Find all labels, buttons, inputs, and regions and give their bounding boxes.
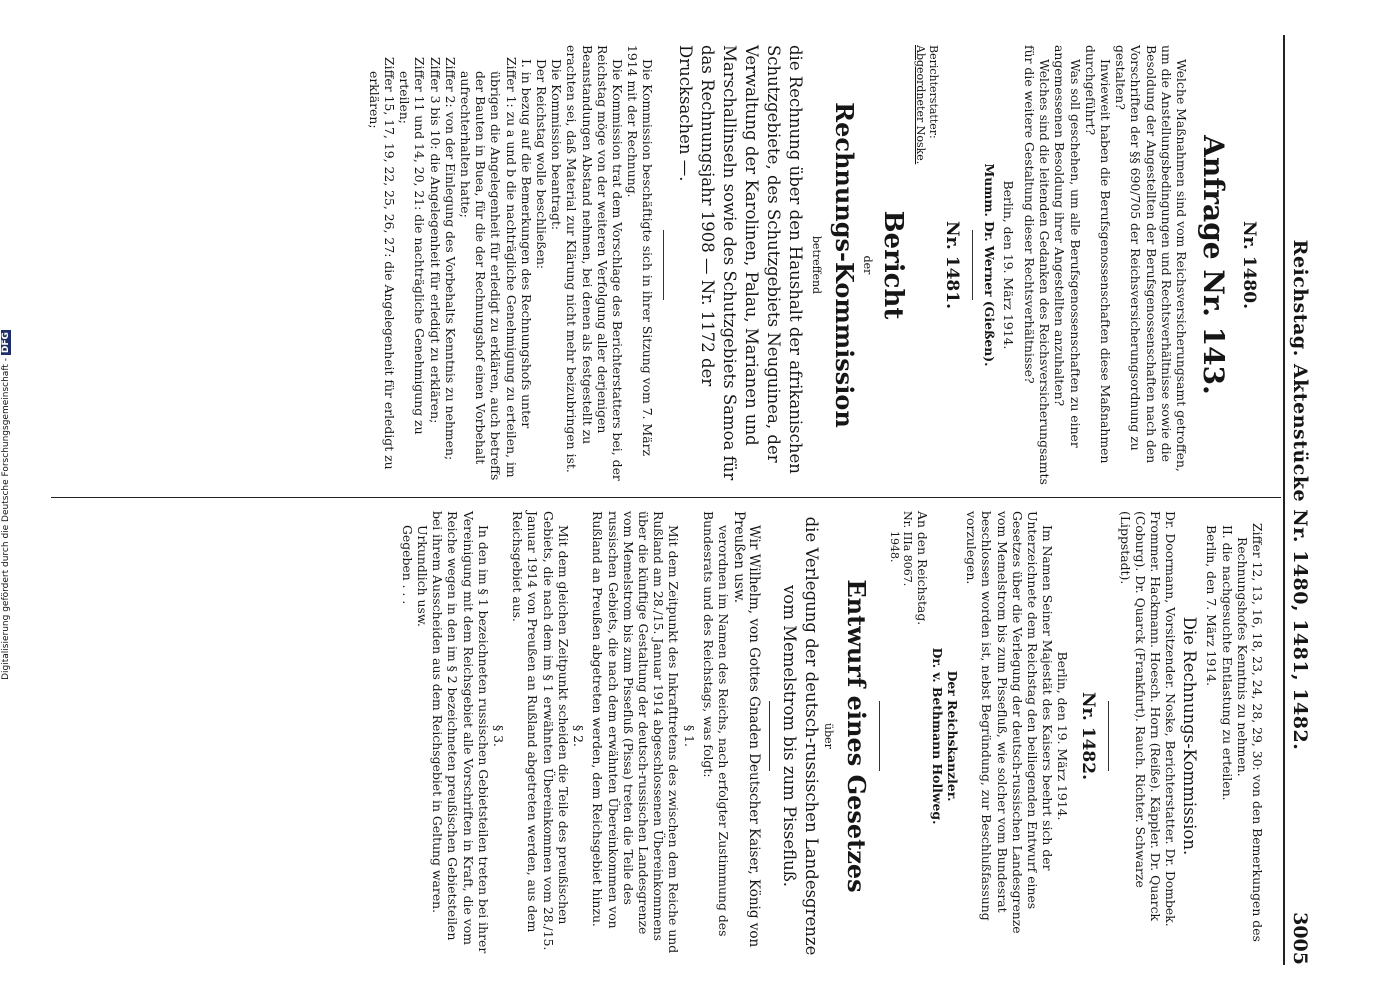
bericht-der: der <box>861 255 875 275</box>
doc-number-1481: Nr. 1481. <box>942 220 963 309</box>
vorlage-date: Berlin, den 19. März 1914. <box>1055 651 1071 821</box>
ziffer-item: Ziffer 1: zu a und b die nachträgliche Genehmigung zu erteilen, im übrigen die Angelegenheit für erledigt zu erklären, auch betreffs der Bauten in Buea, für die der Rechnungshof einen Vorbehalt aufrechterhalten hatte; <box>457 57 519 481</box>
dfg-logo: DFG <box>1 332 11 354</box>
ziffer-item: Ziffer 12, 13, 16, 18, 23, 24, 28, 29, 30: von den Bemerkungen des Rechnungshofes Kenntnis zu nehmen. <box>1234 523 1265 942</box>
paragraph-text: Mit dem Zeitpunkt des Inkrafttretens des zwischen dem Reiche und Rußland am 28./15. Januar 1914 abgeschlossenen Übereinkommens über die künftige Gestaltung der deutsch-russischen Landesgrenze vom Memelstrom bis zum Pissefluß (Pissa) treten die Teile des russischen Gebiets, die nach dem erwähnten Übereinkommen von Rußland an Preußen abgetreten werden, dem Reichsgebiet hinzu. <box>590 511 682 954</box>
section-separator <box>879 701 880 771</box>
reichskanzler-name: Dr. v. Bethmann Hollweg. <box>929 647 945 825</box>
anfrage-date: Berlin, den 19. März 1914. <box>1000 180 1016 350</box>
enacting-clause: verordnen im Namen des Reichs, nach erfolgter Zustimmung des Bundesrats und des Reichstags, was folgt: <box>700 511 731 937</box>
bericht-paragraph: Die Kommission trat dem Vorschlage des Berichterstatters bei, der Reichstag möge von der weiteren Verfolgung aller derjenigen Beanstandungen Abstand nehmen, bei denen als festgestellt zu erachten sei, daß Material zur Klärung nicht mehr beizubringen ist. <box>564 45 625 481</box>
paragraph-number: § 2. <box>571 725 587 747</box>
entwurf-title: Entwurf eines Gesetzes <box>842 579 872 893</box>
ziffer-item: Ziffer 15, 17, 19, 22, 25, 26, 27: die Angelegenheit für erledigt zu erklären; <box>366 57 397 470</box>
paragraph-text: Mit dem gleichen Zeitpunkt scheiden die Teile des preußischen Gebiets, die nach dem im § 1 erwähnten Übereinkommen vom 28./15. Januar 1914 von Preußen an Rußland abgetreten werden, aus dem Reichsgebiet aus. <box>510 511 571 951</box>
header-rule <box>1283 35 1285 965</box>
footer-text: Digitalisierung gefördert durch die Deutsche Forschungsgemeinschaft - <box>1 358 11 680</box>
entlastung-line: II. die nachgesuchte Entlastung zu erteilen. <box>1219 525 1235 801</box>
doc-number-1480: Nr. 1480. <box>1239 220 1259 309</box>
kommission-date: Berlin, den 7. März 1914. <box>1204 525 1220 687</box>
section-separator <box>1108 701 1109 771</box>
paragraph-number: § 1. <box>681 725 697 747</box>
reporter-label: Berichterstatter: <box>927 45 941 139</box>
bericht-paragraph: Die Kommission beschäftigte sich in ihrer Sitzung vom 7. März 1914 mit der Rechnung. <box>625 45 656 457</box>
ziffer-item: Ziffer 11 und 14, 20, 21: die nachträgliche Genehmigung zu erteilen; <box>397 57 428 435</box>
reporter-name: Abgeordneter Noske. <box>914 45 928 165</box>
section-separator <box>769 701 770 771</box>
anfrage-paragraph: Was soll geschehen, um alle Berufsgenossenschaften zu einer angemessenen Besoldung ihrer Angestellten anzuhalten? <box>1052 45 1083 448</box>
running-header: Reichstag. Aktenstücke Nr. 1480, 1481, 1482. <box>1289 239 1311 751</box>
anfrage-title: Anfrage Nr. 143. <box>1197 135 1230 395</box>
addressee: An den Reichstag. <box>914 511 930 626</box>
vorlage-paragraph: Im Namen Seiner Majestät des Kaisers beehrt sich der Unterzeichnete dem Reichstag den beiliegenden Entwurf eines Gesetzes über die Verlegung der deutsch-russischen Landesgrenze vom Memelstrom bis zum Pissefluß, wie solcher vom Bundesrat beschlossen worden ist, nebst Begründung, zur Beschlußfassung vorzulegen. <box>964 511 1056 934</box>
bericht-paragraph: I. in bezug auf die Bemerkungen des Rechnungshofs unter <box>518 59 534 429</box>
bericht-betreffend: betreffend <box>810 235 824 295</box>
reichskanzler-title: Der Reichskanzler. <box>944 670 960 802</box>
kommission-members: Dr. Doormann, Vorsitzender. Noske, Berichterstatter. Dr. Dombek. Frommer. Hackmann. Hoesch. Horn (Reiße). Käppler. Dr. Quarck (Coburg). Dr. Quarck (Frankfurt). Rauch. Richter. Schwarze (Lippstadt). <box>1117 511 1179 927</box>
bericht-title: Bericht <box>878 210 909 320</box>
anfrage-paragraph: Welches sind die leitenden Gedanken des Reichsversicherungsamts für die weitere Gestaltung dieser Rechtsverhältnisse? <box>1021 45 1053 485</box>
column-divider <box>51 497 1281 498</box>
closing-urkundlich: Urkundlich usw. <box>415 525 431 627</box>
doc-number-1482: Nr. 1482. <box>1078 691 1099 780</box>
paragraph-text: In den im § 1 bezeichneten russischen Gebietsteilen treten bei ihrer Vereinigung mit dem Reichsgebiet alle Vorschriften in Kraft, die vom Reiche wegen in den im § 2 bezeichneten preußischen Gebietsteilen bei ihrem Ausscheiden aus dem Reichsgebiet in Geltung waren. <box>430 511 491 954</box>
kommission-name: Die Rechnungs-Kommission. <box>1180 616 1200 856</box>
closing-gegeben: Gegeben . . . <box>399 525 415 605</box>
entwurf-subject: die Verlegung der deutsch-russischen Landesgrenze vom Memelstrom bis zum Pissefluß. <box>780 516 822 956</box>
column-right <box>400 511 1265 961</box>
ziffer-item: Ziffer 3 bis 10: die Angelegenheit für erledigt zu erklären; <box>427 57 443 424</box>
page-number: 3005 <box>1289 912 1311 965</box>
kommission-title: Rechnungs-Kommission <box>830 102 860 428</box>
digitization-footer <box>0 10 16 990</box>
anfrage-signers: Mumm. Dr. Werner (Gießen). <box>981 163 997 367</box>
entwurf-ueber: über <box>822 723 836 749</box>
document-page <box>41 25 1341 975</box>
ziffer-item: Ziffer 2: von der Einlegung des Vorbehalts Kenntnis zu nehmen; <box>442 57 458 461</box>
reference-number-2: 1948. <box>888 531 902 563</box>
column-left <box>367 45 1266 485</box>
anfrage-paragraph: Inwieweit haben die Berufsgenossenschaften diese Maßnahmen durchgeführt? <box>1082 45 1113 464</box>
section-separator <box>972 230 973 300</box>
bericht-paragraph: Die Kommission beantragt: <box>549 59 565 231</box>
enacting-formula: Wir Wilhelm, von Gottes Gnaden Deutscher Kaiser, König von Preußen usw. <box>731 511 763 948</box>
anfrage-paragraph: Welche Maßnahmen sind vom Reichsversicherungsamt getroffen, um die Anstellungsbedingungen und Rechtsverhältnisse sowie die Besoldung der Angestellten der Berufsgenossenschaften nach den Vorschriften der §§ 690/705 der Reichsversicherungsordnung zu gestalten? <box>1113 45 1189 472</box>
reference-number: Nr. IIIa 8067. <box>901 511 915 587</box>
bericht-paragraph: Der Reichstag wolle beschließen: <box>533 59 549 270</box>
paragraph-number: § 3. <box>491 725 507 747</box>
section-separator <box>663 230 664 300</box>
bericht-subject: die Rechnung über den Haushalt der afrikanischen Schutzgebiete, des Schutzgebiets Neuguinea, der Verwaltung der Karolinen, Palau, Marianen und Marschallinseln sowie des Schutzgebiets Samoa für das Rechnungsjahr 1908 — Nr. 1172 der Drucksachen —. <box>676 45 806 481</box>
